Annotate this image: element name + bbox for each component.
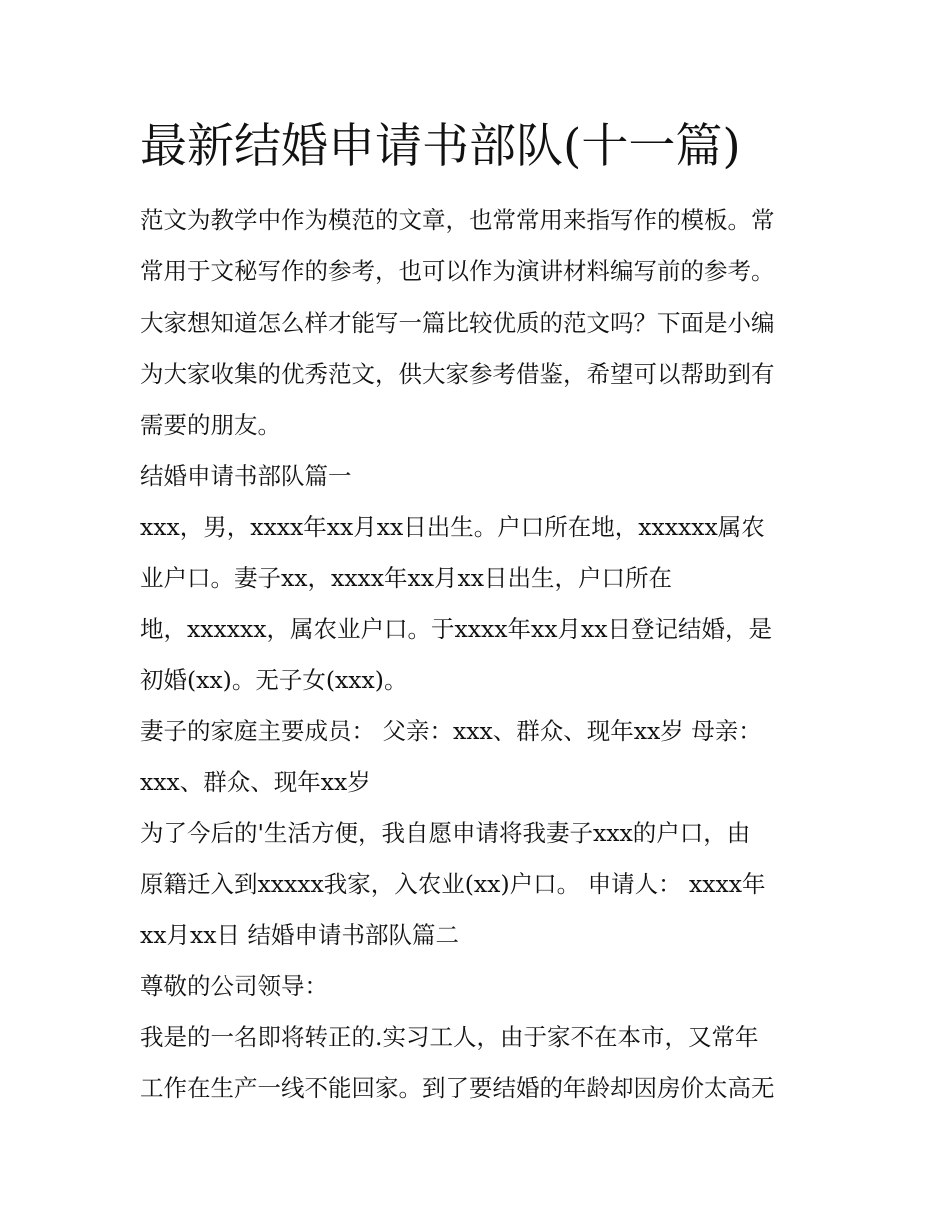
body-line: xx月xx日 结婚申请书部队篇二 [140,921,459,949]
body-line: 初婚(xx)。无子女(xxx)。 [140,666,408,694]
body-line: 尊敬的公司领导： [140,972,328,1000]
body-line: 我是的一名即将转正的.实习工人，由于家不在本市，又常年 [140,1023,759,1051]
body-line: 为大家收集的优秀范文，供大家参考借鉴，希望可以帮助到有 [140,360,775,388]
body-line: 地，xxxxxx，属农业户口。于xxxx年xx月xx日登记结婚，是 [140,615,773,643]
body-line: 大家想知道怎么样才能写一篇比较优质的范文吗？下面是小编 [140,309,775,337]
body-line: 常用于文秘写作的参考，也可以作为演讲材料编写前的参考。 [140,257,775,285]
body-line: 工作在生产一线不能回家。到了要结婚的年龄却因房价太高无 [140,1074,775,1102]
body-line: 需要的朋友。 [140,411,281,439]
body-line: 范文为教学中作为模范的文章，也常常用来指写作的模板。常 [140,206,775,234]
body-line: 业户口。妻子xx，xxxx年xx月xx日出生，户口所在 [140,564,673,592]
body-line: 为了今后的'生活方便，我自愿申请将我妻子xxx的户口，由 [140,819,751,847]
body-line: 妻子的家庭主要成员： 父亲：xxx、群众、现年xx岁 母亲： [140,717,762,745]
body-line: 原籍迁入到xxxxx我家，入农业(xx)户口。 申请人： xxxx年 [140,870,766,898]
body-line: xxx，男，xxxx年xx月xx日出生。户口所在地，xxxxxx属农 [140,513,765,541]
document-title: 最新结婚申请书部队(十一篇) [140,119,741,174]
section-heading: 结婚申请书部队篇一 [140,462,352,490]
body-line: xxx、群众、现年xx岁 [140,768,371,796]
